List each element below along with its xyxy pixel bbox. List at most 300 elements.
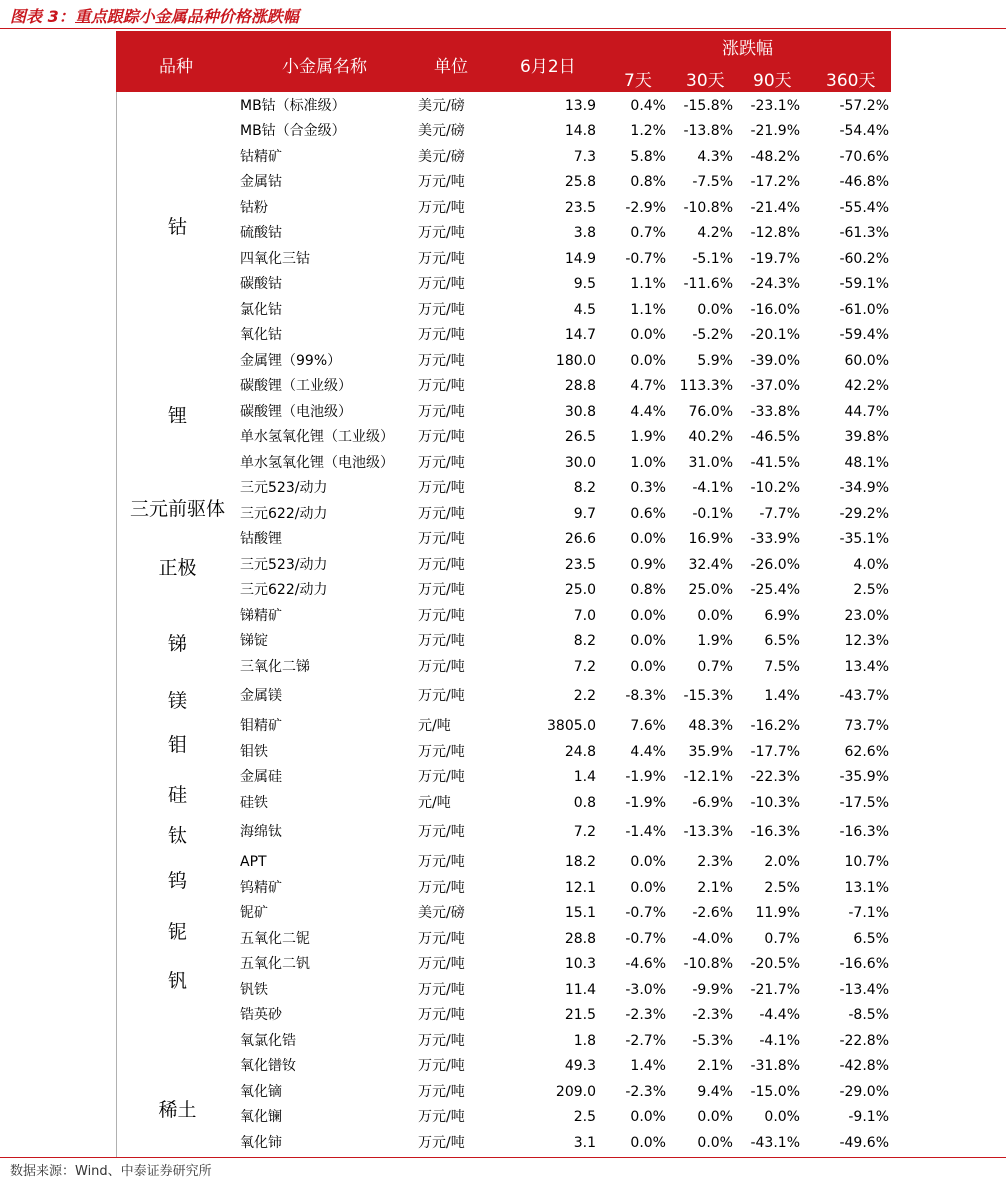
cell-unit: 万元/吨	[418, 982, 465, 998]
cell-d90: -41.5%	[750, 455, 800, 471]
cell-name: 三元523/动力	[240, 557, 328, 573]
cell-d30: -9.9%	[692, 982, 733, 998]
cell-d90: -31.8%	[750, 1058, 800, 1074]
table-row	[0, 952, 1006, 977]
cell-d7: -0.7%	[625, 905, 666, 921]
header-360d: 360天	[826, 71, 876, 91]
cell-name: 氧化钴	[240, 327, 282, 343]
cell-name: 碳酸锂（工业级）	[240, 378, 352, 394]
cell-d360: -55.4%	[839, 200, 889, 216]
table-row	[0, 476, 1006, 501]
group-label: 钼	[167, 734, 187, 756]
cell-d360: 6.5%	[853, 931, 889, 947]
cell-d7: 0.0%	[630, 531, 666, 547]
header-90d: 90天	[753, 71, 792, 91]
cell-d30: 35.9%	[688, 744, 733, 760]
cell-d90: 1.4%	[764, 688, 800, 704]
cell-d7: 0.0%	[630, 633, 666, 649]
cell-d360: -7.1%	[848, 905, 889, 921]
cell-d7: -2.7%	[625, 1033, 666, 1049]
cell-price: 23.5	[564, 557, 596, 573]
cell-d360: 62.6%	[844, 744, 889, 760]
cell-price: 1.8	[573, 1033, 596, 1049]
cell-name: 钼精矿	[240, 718, 282, 734]
table-row	[0, 740, 1006, 765]
cell-d30: 40.2%	[688, 429, 733, 445]
table-row	[0, 119, 1006, 144]
cell-d360: -57.2%	[839, 98, 889, 114]
cell-price: 28.8	[564, 931, 596, 947]
cell-unit: 元/吨	[418, 718, 451, 734]
cell-d30: 76.0%	[688, 404, 733, 420]
group-label: 钨	[167, 870, 187, 892]
cell-d90: -17.2%	[750, 174, 800, 190]
cell-price: 3805.0	[547, 718, 596, 734]
cell-name: 氧氯化锆	[240, 1033, 296, 1049]
cell-price: 30.0	[564, 455, 596, 471]
table-row	[0, 629, 1006, 654]
cell-d90: -19.7%	[750, 251, 800, 267]
table-row	[0, 349, 1006, 374]
cell-d90: -15.0%	[750, 1084, 800, 1100]
cell-d360: -29.0%	[839, 1084, 889, 1100]
header-30d: 30天	[686, 71, 725, 91]
cell-name: 四氧化三钴	[240, 251, 310, 267]
table-row	[0, 400, 1006, 425]
cell-d90: -22.3%	[750, 769, 800, 785]
cell-price: 30.8	[564, 404, 596, 420]
cell-name: 钒铁	[240, 982, 268, 998]
cell-name: 三氧化二锑	[240, 659, 310, 675]
cell-unit: 万元/吨	[418, 956, 465, 972]
cell-unit: 万元/吨	[418, 1084, 465, 1100]
table-row	[0, 901, 1006, 926]
cell-price: 28.8	[564, 378, 596, 394]
cell-d7: 0.0%	[630, 1135, 666, 1151]
cell-d7: 0.8%	[630, 582, 666, 598]
cell-unit: 美元/磅	[418, 149, 465, 165]
cell-price: 18.2	[564, 854, 596, 870]
cell-name: 三元523/动力	[240, 480, 328, 496]
cell-d7: 4.7%	[630, 378, 666, 394]
cell-unit: 万元/吨	[418, 174, 465, 190]
cell-d90: -20.1%	[750, 327, 800, 343]
cell-name: 金属锂（99%）	[240, 353, 342, 369]
cell-d90: -39.0%	[750, 353, 800, 369]
cell-price: 14.9	[564, 251, 596, 267]
cell-d360: -60.2%	[839, 251, 889, 267]
cell-d360: -49.6%	[839, 1135, 889, 1151]
cell-price: 0.8	[573, 795, 596, 811]
cell-d90: 7.5%	[764, 659, 800, 675]
cell-unit: 万元/吨	[418, 302, 465, 318]
cell-d30: 0.0%	[697, 302, 733, 318]
group-label: 锑	[167, 633, 187, 655]
cell-d7: 4.4%	[630, 744, 666, 760]
cell-d7: 0.0%	[630, 1109, 666, 1125]
cell-price: 11.4	[564, 982, 596, 998]
cell-price: 8.2	[573, 480, 596, 496]
cell-d30: -10.8%	[683, 200, 733, 216]
cell-d7: -3.0%	[625, 982, 666, 998]
cell-unit: 美元/磅	[418, 123, 465, 139]
cell-name: 碳酸锂（电池级）	[240, 404, 352, 420]
cell-d360: -29.2%	[839, 506, 889, 522]
cell-name: 海绵钛	[240, 824, 282, 840]
cell-d30: -6.9%	[692, 795, 733, 811]
cell-d30: -4.0%	[692, 931, 733, 947]
cell-name: 金属硅	[240, 769, 282, 785]
cell-price: 4.5	[573, 302, 596, 318]
cell-unit: 万元/吨	[418, 404, 465, 420]
cell-d30: 0.0%	[697, 608, 733, 624]
cell-d30: 4.2%	[697, 225, 733, 241]
cell-name: 锑锭	[240, 633, 268, 649]
cell-unit: 万元/吨	[418, 608, 465, 624]
cell-price: 2.5	[573, 1109, 596, 1125]
cell-d90: -21.4%	[750, 200, 800, 216]
table-row	[0, 94, 1006, 119]
cell-d90: 2.5%	[764, 880, 800, 896]
cell-d30: -13.3%	[683, 824, 733, 840]
cell-d360: -59.1%	[839, 276, 889, 292]
cell-d360: -22.8%	[839, 1033, 889, 1049]
group-label: 硅	[167, 784, 187, 806]
cell-d30: 113.3%	[679, 378, 733, 394]
cell-name: 氧化镝	[240, 1084, 282, 1100]
cell-unit: 万元/吨	[418, 531, 465, 547]
cell-d90: -37.0%	[750, 378, 800, 394]
cell-d90: 2.0%	[764, 854, 800, 870]
cell-d30: -15.8%	[683, 98, 733, 114]
cell-d7: 5.8%	[630, 149, 666, 165]
group-label: 钴	[167, 216, 187, 238]
cell-price: 7.3	[573, 149, 596, 165]
cell-d90: -16.2%	[750, 718, 800, 734]
cell-d30: -5.1%	[692, 251, 733, 267]
title-divider	[0, 28, 1006, 29]
cell-d7: 1.1%	[630, 276, 666, 292]
cell-d7: 0.9%	[630, 557, 666, 573]
cell-name: MB钴（标准级）	[240, 98, 346, 114]
cell-d360: -16.6%	[839, 956, 889, 972]
cell-d30: 31.0%	[688, 455, 733, 471]
cell-d7: -1.4%	[625, 824, 666, 840]
cell-d360: -35.9%	[839, 769, 889, 785]
cell-d7: -2.3%	[625, 1084, 666, 1100]
cell-name: 三元622/动力	[240, 582, 328, 598]
cell-price: 7.2	[573, 659, 596, 675]
cell-name: 硅铁	[240, 795, 268, 811]
cell-price: 26.6	[564, 531, 596, 547]
cell-unit: 万元/吨	[418, 200, 465, 216]
cell-d360: 73.7%	[844, 718, 889, 734]
cell-d7: -0.7%	[625, 931, 666, 947]
footer-divider	[0, 1157, 1006, 1158]
cell-name: 金属镁	[240, 688, 282, 704]
cell-unit: 万元/吨	[418, 582, 465, 598]
cell-unit: 万元/吨	[418, 225, 465, 241]
cell-unit: 万元/吨	[418, 1135, 465, 1151]
group-label: 钛	[167, 825, 187, 847]
cell-d7: 0.0%	[630, 608, 666, 624]
cell-price: 25.8	[564, 174, 596, 190]
cell-d360: -70.6%	[839, 149, 889, 165]
figure-title: 图表 3：重点跟踪小金属品种价格涨跌幅	[10, 7, 299, 26]
cell-unit: 美元/磅	[418, 98, 465, 114]
cell-d7: -2.3%	[625, 1007, 666, 1023]
table-row	[0, 502, 1006, 527]
cell-unit: 万元/吨	[418, 688, 465, 704]
table-row	[0, 1131, 1006, 1156]
cell-d30: 2.1%	[697, 1058, 733, 1074]
cell-unit: 万元/吨	[418, 1033, 465, 1049]
cell-d90: -20.5%	[750, 956, 800, 972]
table-row	[0, 714, 1006, 739]
cell-d7: -2.9%	[625, 200, 666, 216]
cell-d30: -2.6%	[692, 905, 733, 921]
cell-d7: -1.9%	[625, 795, 666, 811]
cell-d90: -17.7%	[750, 744, 800, 760]
cell-unit: 万元/吨	[418, 429, 465, 445]
cell-d7: 0.8%	[630, 174, 666, 190]
cell-d90: 0.7%	[764, 931, 800, 947]
cell-price: 21.5	[564, 1007, 596, 1023]
table-row	[0, 927, 1006, 952]
cell-name: 硫酸钴	[240, 225, 282, 241]
cell-d7: 1.4%	[630, 1058, 666, 1074]
cell-unit: 万元/吨	[418, 854, 465, 870]
cell-d7: 0.6%	[630, 506, 666, 522]
cell-d90: -24.3%	[750, 276, 800, 292]
cell-unit: 万元/吨	[418, 769, 465, 785]
cell-name: 五氧化二钒	[240, 956, 310, 972]
cell-d30: -5.3%	[692, 1033, 733, 1049]
cell-d360: -17.5%	[839, 795, 889, 811]
header-unit: 单位	[434, 57, 468, 77]
group-label: 镁	[167, 690, 187, 712]
cell-unit: 万元/吨	[418, 824, 465, 840]
source-note: 数据来源：Wind、中泰证券研究所	[10, 1164, 212, 1179]
cell-unit: 万元/吨	[418, 744, 465, 760]
cell-unit: 万元/吨	[418, 659, 465, 675]
cell-d90: 11.9%	[755, 905, 800, 921]
table-row	[0, 820, 1006, 845]
cell-d90: -21.9%	[750, 123, 800, 139]
cell-d7: 0.4%	[630, 98, 666, 114]
cell-d7: -4.6%	[625, 956, 666, 972]
cell-price: 15.1	[564, 905, 596, 921]
cell-d90: -12.8%	[750, 225, 800, 241]
cell-d360: 4.0%	[853, 557, 889, 573]
cell-name: 五氧化二铌	[240, 931, 310, 947]
cell-name: 钨精矿	[240, 880, 282, 896]
cell-d360: 13.4%	[844, 659, 889, 675]
cell-d7: 0.7%	[630, 225, 666, 241]
cell-price: 7.0	[573, 608, 596, 624]
cell-name: 碳酸钴	[240, 276, 282, 292]
cell-d360: -13.4%	[839, 982, 889, 998]
cell-unit: 万元/吨	[418, 480, 465, 496]
cell-name: APT	[240, 854, 267, 870]
cell-d30: 9.4%	[697, 1084, 733, 1100]
table-row	[0, 1029, 1006, 1054]
cell-d30: -2.3%	[692, 1007, 733, 1023]
cell-d30: 32.4%	[688, 557, 733, 573]
cell-d30: -10.8%	[683, 956, 733, 972]
cell-name: 锑精矿	[240, 608, 282, 624]
group-label: 三元前驱体	[129, 498, 225, 520]
table-row	[0, 145, 1006, 170]
cell-d360: -61.0%	[839, 302, 889, 318]
cell-d7: 1.1%	[630, 302, 666, 318]
group-label: 稀土	[158, 1099, 197, 1121]
cell-d7: 1.9%	[630, 429, 666, 445]
cell-d90: -16.3%	[750, 824, 800, 840]
cell-d7: 7.6%	[630, 718, 666, 734]
cell-d30: 1.9%	[697, 633, 733, 649]
cell-price: 25.0	[564, 582, 596, 598]
group-label: 钒	[167, 970, 187, 992]
cell-d30: -7.5%	[692, 174, 733, 190]
cell-name: 钴酸锂	[240, 531, 282, 547]
table-row	[0, 1080, 1006, 1105]
group-label: 锂	[167, 405, 187, 427]
group-label: 正极	[158, 557, 197, 579]
header-name: 小金属名称	[282, 57, 367, 77]
table-row	[0, 221, 1006, 246]
cell-unit: 万元/吨	[418, 327, 465, 343]
cell-price: 10.3	[564, 956, 596, 972]
cell-d7: 1.2%	[630, 123, 666, 139]
cell-d30: 16.9%	[688, 531, 733, 547]
table-row	[0, 196, 1006, 221]
cell-unit: 万元/吨	[418, 251, 465, 267]
cell-d90: -10.2%	[750, 480, 800, 496]
cell-price: 14.7	[564, 327, 596, 343]
cell-d360: 44.7%	[844, 404, 889, 420]
cell-name: 氧化镧	[240, 1109, 282, 1125]
cell-d7: 0.0%	[630, 880, 666, 896]
cell-d30: 0.0%	[697, 1135, 733, 1151]
cell-d360: -35.1%	[839, 531, 889, 547]
cell-d7: 0.0%	[630, 327, 666, 343]
cell-d30: -13.8%	[683, 123, 733, 139]
cell-d90: -4.1%	[759, 1033, 800, 1049]
cell-d7: 4.4%	[630, 404, 666, 420]
cell-price: 24.8	[564, 744, 596, 760]
table-row	[0, 765, 1006, 790]
cell-d30: -11.6%	[683, 276, 733, 292]
cell-d360: 42.2%	[844, 378, 889, 394]
cell-d7: -8.3%	[625, 688, 666, 704]
cell-d30: -4.1%	[692, 480, 733, 496]
cell-name: 三元622/动力	[240, 506, 328, 522]
cell-price: 8.2	[573, 633, 596, 649]
cell-name: MB钴（合金级）	[240, 123, 346, 139]
cell-d30: -15.3%	[683, 688, 733, 704]
table-row	[0, 578, 1006, 603]
cell-price: 2.2	[573, 688, 596, 704]
table-row	[0, 876, 1006, 901]
cell-unit: 万元/吨	[418, 633, 465, 649]
cell-name: 单水氢氧化锂（工业级）	[240, 429, 394, 445]
cell-d90: -33.8%	[750, 404, 800, 420]
table-row	[0, 1105, 1006, 1130]
cell-d7: 0.0%	[630, 854, 666, 870]
cell-d7: 0.0%	[630, 353, 666, 369]
cell-d30: 2.1%	[697, 880, 733, 896]
table-row	[0, 1003, 1006, 1028]
cell-d360: -42.8%	[839, 1058, 889, 1074]
cell-unit: 万元/吨	[418, 557, 465, 573]
cell-d360: -16.3%	[839, 824, 889, 840]
table-row	[0, 170, 1006, 195]
table-row	[0, 655, 1006, 680]
cell-name: 金属钴	[240, 174, 282, 190]
group-label: 铌	[167, 921, 187, 943]
table-row	[0, 247, 1006, 272]
cell-d90: -33.9%	[750, 531, 800, 547]
cell-d30: -5.2%	[692, 327, 733, 343]
cell-d90: -16.0%	[750, 302, 800, 318]
cell-d30: -12.1%	[683, 769, 733, 785]
cell-d360: 10.7%	[844, 854, 889, 870]
cell-price: 1.4	[573, 769, 596, 785]
cell-unit: 万元/吨	[418, 455, 465, 471]
cell-d90: -7.7%	[759, 506, 800, 522]
cell-price: 26.5	[564, 429, 596, 445]
cell-d360: -59.4%	[839, 327, 889, 343]
cell-d30: -0.1%	[692, 506, 733, 522]
table-row	[0, 850, 1006, 875]
cell-unit: 万元/吨	[418, 1007, 465, 1023]
cell-price: 9.7	[573, 506, 596, 522]
cell-d7: 0.3%	[630, 480, 666, 496]
cell-d360: -34.9%	[839, 480, 889, 496]
cell-d30: 5.9%	[697, 353, 733, 369]
header-category: 品种	[159, 57, 193, 77]
cell-d360: -46.8%	[839, 174, 889, 190]
cell-d360: -8.5%	[848, 1007, 889, 1023]
cell-name: 锆英砂	[240, 1007, 282, 1023]
cell-unit: 元/吨	[418, 795, 451, 811]
table-row	[0, 425, 1006, 450]
cell-d7: -0.7%	[625, 251, 666, 267]
cell-d30: 25.0%	[688, 582, 733, 598]
table-row	[0, 527, 1006, 552]
cell-d360: 23.0%	[844, 608, 889, 624]
table-row	[0, 604, 1006, 629]
header-date: 6月2日	[520, 57, 576, 77]
cell-name: 钼铁	[240, 744, 268, 760]
cell-d90: -26.0%	[750, 557, 800, 573]
cell-price: 3.1	[573, 1135, 596, 1151]
cell-price: 209.0	[555, 1084, 596, 1100]
cell-unit: 万元/吨	[418, 353, 465, 369]
cell-d90: -23.1%	[750, 98, 800, 114]
cell-name: 单水氢氧化锂（电池级）	[240, 455, 394, 471]
cell-unit: 万元/吨	[418, 378, 465, 394]
cell-d90: -21.7%	[750, 982, 800, 998]
cell-d360: 12.3%	[844, 633, 889, 649]
table-row	[0, 374, 1006, 399]
table-row	[0, 1054, 1006, 1079]
table-row	[0, 323, 1006, 348]
table-row	[0, 298, 1006, 323]
cell-price: 49.3	[564, 1058, 596, 1074]
table-row	[0, 791, 1006, 816]
